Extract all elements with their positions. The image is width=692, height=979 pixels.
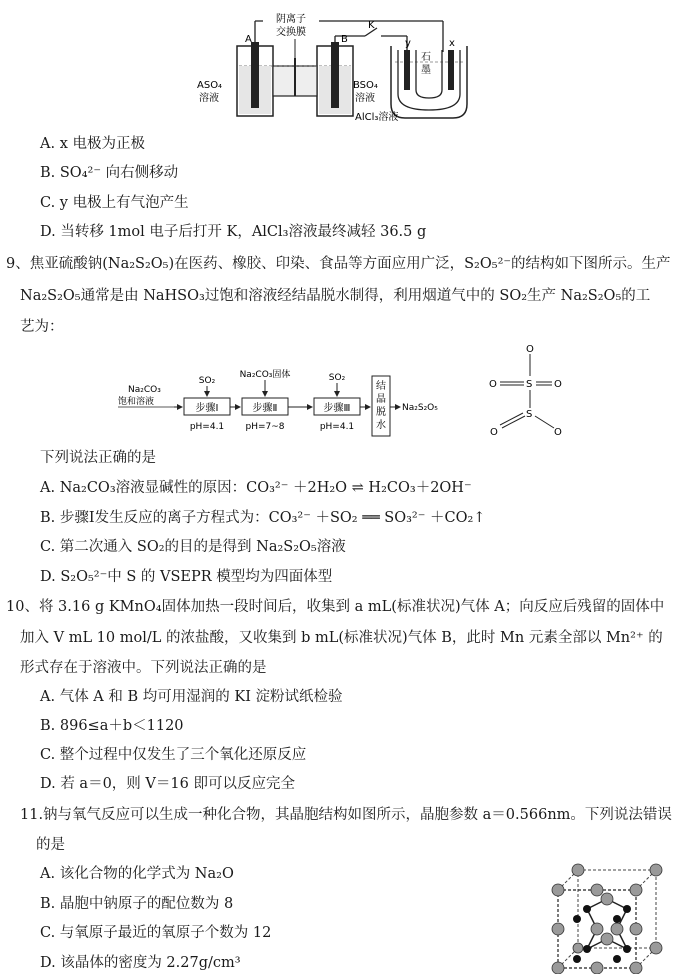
electrode-b-label: B [341, 34, 348, 45]
flow-ph2: pH=7~8 [245, 422, 285, 432]
q10-option-d: D. 若 a＝0，则 V＝16 即可以反应完全 [40, 776, 295, 792]
right-solution-label: AlCl₃溶液 [355, 112, 399, 123]
q9-stem-line1: 9、焦亚硫酸钠(Na₂S₂O₅)在医药、橡胶、印染、食品等方面应用广泛，S₂O₅²⁻的结构如下图所示。生产 [6, 256, 671, 272]
q10-option-a: A. 气体 A 和 B 均可用湿润的 KI 淀粉试纸检验 [40, 689, 343, 705]
q8-option-c: C. y 电极上有气泡产生 [40, 195, 189, 211]
s2o5-structure-diagram [480, 340, 580, 440]
q10-stem-line1: 10、将 3.16 g KMnO₄固体加热一段时间后，收集到 a mL(标准状况)气体 A；向反应后残留的固体中 [6, 599, 665, 615]
flow-step3: 步骤Ⅲ [323, 403, 351, 414]
membrane-label-line2: 交换膜 [276, 27, 306, 38]
electrolysis-apparatus-figure [195, 6, 485, 124]
flow-start-label-2: 饱和溶液 [118, 397, 155, 407]
flow-add1: SO₂ [198, 376, 216, 386]
q9-option-d: D. S₂O₅²⁻中 S 的 VSEPR 模型均为四面体型 [40, 569, 333, 585]
q8-option-a: A. x 电极为正极 [40, 136, 145, 152]
flow-final-char4: 水 [376, 420, 386, 431]
graphite-label-1: 石 [421, 52, 431, 63]
switch-k-label: K [368, 20, 375, 31]
graphite-label-2: 墨 [421, 65, 431, 76]
q10-stem-line3: 形式存在于溶液中。下列说法正确的是 [20, 660, 267, 676]
atom-s-lower: S [526, 409, 533, 420]
middle-solution-label-2: 溶液 [355, 93, 375, 104]
q10-option-c: C. 整个过程中仅发生了三个氧化还原反应 [40, 747, 307, 763]
q11-option-a: A. 该化合物的化学式为 Na₂O [40, 866, 234, 882]
left-solution-label: ASO₄ [197, 80, 223, 91]
q9-option-a: A. Na₂CO₃溶液显碱性的原因：CO₃²⁻ ＋2H₂O ⇌ H₂CO₃＋2OH⁻ [40, 480, 472, 496]
flow-add2: Na₂CO₃固体 [239, 370, 291, 380]
atom-o-bottom-left: O [490, 427, 498, 438]
q10-stem-line2: 加入 V mL 10 mol/L 的浓盐酸，又收集到 b mL(标准状况)气体 B，此时 Mn 元素全部以 Mn²⁺ 的 [20, 630, 663, 646]
middle-solution-label: BSO₄ [353, 80, 378, 91]
q9-stem-line3: 艺为： [20, 319, 64, 335]
q11-stem-line1: 11.钠与氧气反应可以生成一种化合物，其晶胞结构如图所示，晶胞参数 a＝0.566nm。下列说法错误 [20, 807, 672, 823]
flow-step2: 步骤Ⅱ [252, 403, 278, 414]
q11-option-d: D. 该晶体的密度为 2.27g/cm³ [40, 955, 241, 971]
flow-ph1: pH=4.1 [189, 422, 225, 432]
flow-product: Na₂S₂O₅ [402, 403, 438, 413]
flow-final-char3: 脱 [376, 407, 386, 418]
q9-process-flowchart [110, 340, 460, 440]
left-solution-label-2: 溶液 [199, 93, 219, 104]
flow-ph3: pH=4.1 [319, 422, 355, 432]
atom-o-bottom-right: O [554, 427, 562, 438]
atom-s-upper: S [526, 379, 533, 390]
membrane-label-line1: 阴离子 [276, 14, 306, 25]
q9-option-c: C. 第二次通入 SO₂的目的是得到 Na₂S₂O₅溶液 [40, 539, 346, 555]
q10-option-b: B. 896≤a＋b＜1120 [40, 718, 184, 734]
electrode-a-label: A [245, 34, 252, 45]
electrode-y-label: y [405, 38, 411, 49]
flow-final-char2: 晶 [376, 394, 386, 405]
atom-o-right: O [554, 379, 562, 390]
flow-add3: SO₂ [328, 373, 346, 383]
q8-option-b: B. SO₄²⁻ 向右侧移动 [40, 165, 179, 181]
q9-stem-line2: Na₂S₂O₅通常是由 NaHSO₃过饱和溶液经结晶脱水制得，利用烟道气中的 SO₂生产 Na₂S₂O₅的工 [20, 288, 651, 304]
electrode-x-label: x [449, 38, 455, 49]
flow-final-char1: 结 [376, 381, 386, 392]
flow-start-label-1: Na₂CO₃ [128, 385, 161, 395]
q11-stem-line2: 的是 [36, 837, 65, 853]
q9-option-b: B. 步骤Ⅰ发生反应的离子方程式为：CO₃²⁻ ＋SO₂ ══ SO₃²⁻ ＋CO₂↑ [40, 510, 486, 526]
q11-option-c: C. 与氧原子最近的氧原子个数为 12 [40, 925, 272, 941]
q11-option-b: B. 晶胞中钠原子的配位数为 8 [40, 896, 234, 912]
atom-o-top: O [526, 344, 534, 355]
atom-o-left: O [489, 379, 497, 390]
flow-step1: 步骤Ⅰ [195, 403, 219, 414]
crystal-unit-cell-figure [548, 862, 668, 974]
q9-prompt: 下列说法正确的是 [40, 450, 156, 466]
q8-option-d: D. 当转移 1mol 电子后打开 K，AlCl₃溶液最终减轻 36.5 g [40, 224, 427, 240]
